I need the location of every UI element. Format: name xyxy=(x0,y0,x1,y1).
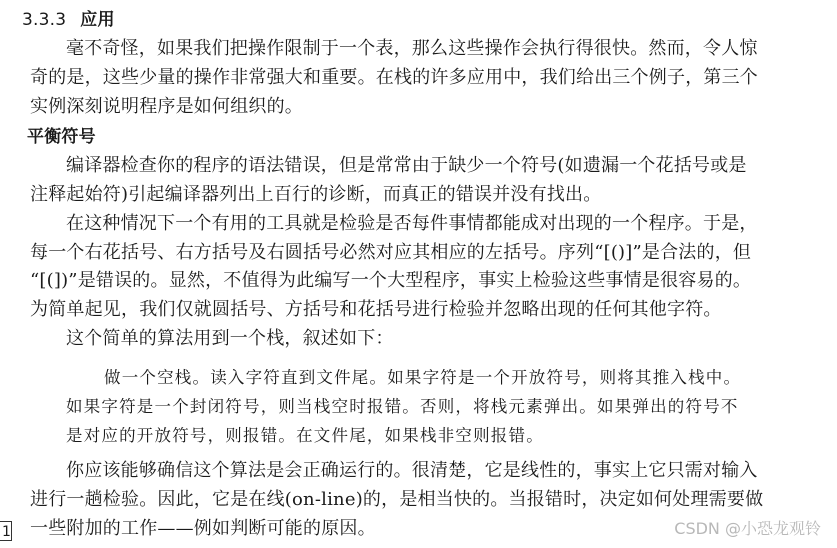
subsection-title: 平衡符号 xyxy=(27,127,96,147)
section-number: 3.3.3 xyxy=(22,10,67,30)
algorithm-line-3: 是对应的开放符号，则报错。在文件尾，如果栈非空则报错。 xyxy=(66,426,544,445)
margin-page-number: 1 xyxy=(0,521,12,541)
para1-line-2: 注释起始符)引起编译器列出上百行的诊断，而真正的错误并没有找出。 xyxy=(30,184,602,205)
para1-line-1: 编译器检查你的程序的语法错误，但是常常由于缺少一个符号(如遗漏一个花括号或是 xyxy=(66,155,747,176)
section-title: 应用 xyxy=(80,10,115,30)
para3-line-1: 这个简单的算法用到一个栈，叙述如下： xyxy=(66,328,394,349)
para4-line-3: 一些附加的工作——例如判断可能的原因。 xyxy=(30,518,376,539)
intro-line-2: 奇的是，这些少量的操作非常强大和重要。在栈的许多应用中，我们给出三个例子，第三个 xyxy=(30,67,758,88)
para2-line-3: “[(])”是错误的。显然，不值得为此编写一个大型程序，事实上检验这些事情是很容易的。 xyxy=(30,270,752,291)
para4-line-1: 你应该能够确信这个算法是会正确运行的。很清楚，它是线性的，事实上它只需对输入 xyxy=(66,460,758,481)
intro-line-3: 实例深刻说明程序是如何组织的。 xyxy=(30,96,303,117)
para2-line-2: 每一个右花括号、右方括号及右圆括号必然对应其相应的左括号。序列“[()]”是合法的，但 xyxy=(30,242,752,263)
csdn-watermark: CSDN @小恐龙观铃 xyxy=(674,519,821,538)
para2-line-1: 在这种情况下一个有用的工具就是检验是否每件事情都能成对出现的一个程序。于是， xyxy=(66,213,758,234)
algorithm-line-2: 如果字符是一个封闭符号，则当栈空时报错。否则，将栈元素弹出。如果弹出的符号不 xyxy=(66,397,739,416)
para4-line-2: 进行一趟检验。因此，它是在线(on-line)的，是相当快的。当报错时，决定如何处理需要做 xyxy=(30,489,764,510)
algorithm-line-1: 做一个空栈。读入字符直到文件尾。如果字符是一个开放符号，则将其推入栈中。 xyxy=(104,368,742,387)
section-heading xyxy=(22,9,115,31)
para2-line-4: 为简单起见，我们仅就圆括号、方括号和花括号进行检验并忽略出现的任何其他字符。 xyxy=(30,299,722,320)
intro-line-1: 毫不奇怪，如果我们把操作限制于一个表，那么这些操作会执行得很快。然而，令人惊 xyxy=(66,38,758,59)
